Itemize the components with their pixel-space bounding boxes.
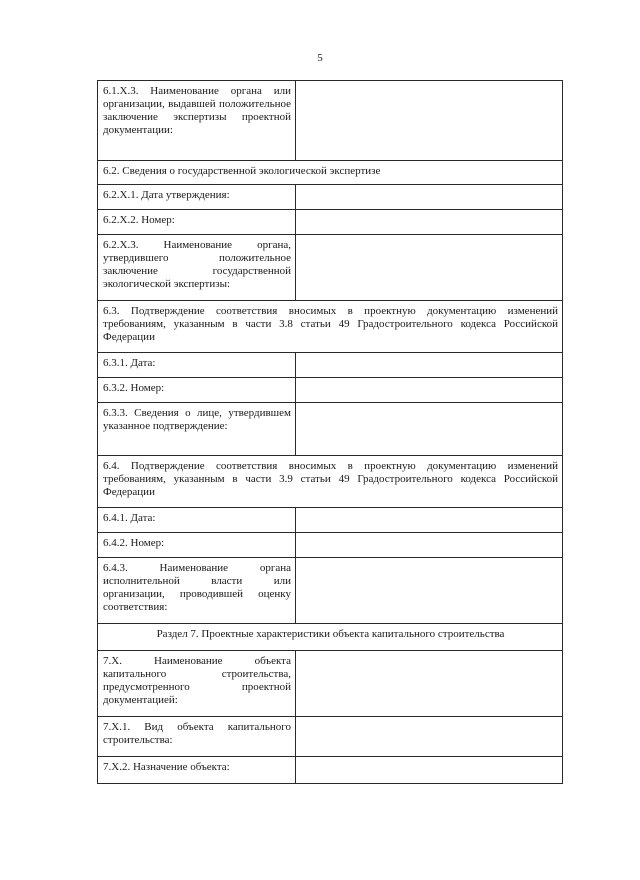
form-row-6-4-2 bbox=[98, 533, 563, 558]
section-header-7 bbox=[98, 624, 563, 651]
field-label: 6.3.2. Номер: bbox=[98, 378, 296, 403]
form-row-6-1-x-3 bbox=[98, 81, 563, 161]
field-value-cell[interactable] bbox=[296, 235, 563, 301]
form-row-6-3-1 bbox=[98, 353, 563, 378]
field-label: 7.Х.2. Назначение объекта: bbox=[98, 757, 296, 784]
form-row-6-4-3 bbox=[98, 558, 563, 624]
form-row-7-x-2 bbox=[98, 757, 563, 784]
section-header-6-4 bbox=[98, 456, 563, 508]
page-number: 5 bbox=[317, 52, 323, 64]
form-row-6-2-x-2 bbox=[98, 210, 563, 235]
field-label: 6.4.1. Дата: bbox=[98, 508, 296, 533]
field-label: 6.2.Х.3. Наименование органа, утвердившего положительное заключение государственной экологической экспертизы: bbox=[98, 235, 296, 301]
field-value-cell[interactable] bbox=[296, 533, 563, 558]
field-label: 6.4.3. Наименование органа исполнительной власти или организации, проводившей оценку соответствия: bbox=[98, 558, 296, 624]
section-heading: 6.2. Сведения о государственной экологической экспертизе bbox=[98, 161, 563, 185]
section-header-6-2 bbox=[98, 161, 563, 185]
field-value-cell[interactable] bbox=[296, 651, 563, 717]
field-value-cell[interactable] bbox=[296, 717, 563, 757]
field-value-cell[interactable] bbox=[296, 757, 563, 784]
form-row-7-x-1 bbox=[98, 717, 563, 757]
field-value-cell[interactable] bbox=[296, 353, 563, 378]
field-label: 6.1.Х.3. Наименование органа или организации, выдавшей положительное заключение экспертизы проектной документации: bbox=[98, 81, 296, 161]
form-table bbox=[97, 80, 563, 784]
field-value-cell[interactable] bbox=[296, 378, 563, 403]
form-row-7-x bbox=[98, 651, 563, 717]
field-label: 6.2.Х.2. Номер: bbox=[98, 210, 296, 235]
field-value-cell[interactable] bbox=[296, 185, 563, 210]
field-label: 7.Х.1. Вид объекта капитального строительства: bbox=[98, 717, 296, 757]
form-row-6-3-3 bbox=[98, 403, 563, 456]
field-value-cell[interactable] bbox=[296, 508, 563, 533]
section-heading: 6.4. Подтверждение соответствия вносимых в проектную документацию изменений требованиям, указанным в части 3.9 статьи 49 Градостроительного кодекса Российской Федерации bbox=[98, 456, 563, 508]
field-label: 6.2.Х.1. Дата утверждения: bbox=[98, 185, 296, 210]
field-label: 6.3.3. Сведения о лице, утвердившем указанное подтверждение: bbox=[98, 403, 296, 456]
field-label: 7.Х. Наименование объекта капитального строительства, предусмотренного проектной документацией: bbox=[98, 651, 296, 717]
field-label: 6.3.1. Дата: bbox=[98, 353, 296, 378]
field-value-cell[interactable] bbox=[296, 81, 563, 161]
field-value-cell[interactable] bbox=[296, 210, 563, 235]
field-value-cell[interactable] bbox=[296, 558, 563, 624]
form-row-6-2-x-1 bbox=[98, 185, 563, 210]
form-row-6-2-x-3 bbox=[98, 235, 563, 301]
form-row-6-4-1 bbox=[98, 508, 563, 533]
section-header-6-3 bbox=[98, 301, 563, 353]
form-row-6-3-2 bbox=[98, 378, 563, 403]
section-heading: 6.3. Подтверждение соответствия вносимых в проектную документацию изменений требованиям, указанным в части 3.8 статьи 49 Градостроительного кодекса Российской Федерации bbox=[98, 301, 563, 353]
section-heading: Раздел 7. Проектные характеристики объекта капитального строительства bbox=[98, 624, 563, 651]
field-label: 6.4.2. Номер: bbox=[98, 533, 296, 558]
field-value-cell[interactable] bbox=[296, 403, 563, 456]
